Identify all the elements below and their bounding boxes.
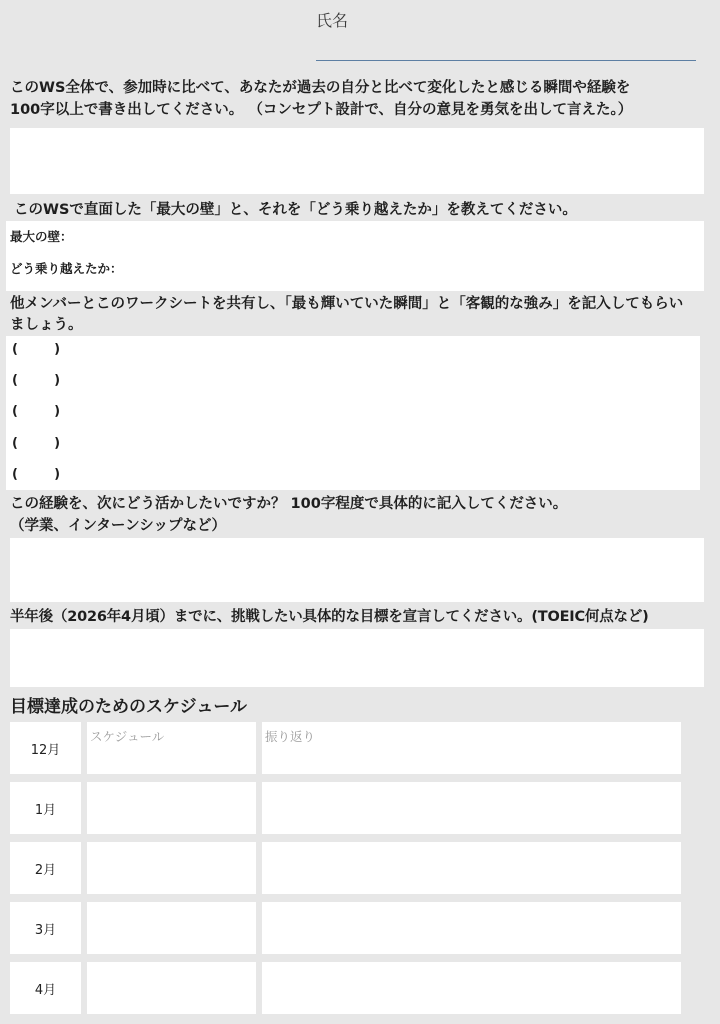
strength-entry[interactable]: ( ) xyxy=(12,404,61,419)
month-cell xyxy=(10,902,81,954)
reflection-cell[interactable] xyxy=(262,782,681,834)
question-1-answer-box[interactable] xyxy=(10,128,704,194)
name-input-line[interactable] xyxy=(316,60,696,61)
reflection-cell[interactable] xyxy=(262,842,681,894)
schedule-cell[interactable] xyxy=(87,902,256,954)
name-label: 氏名 xyxy=(316,11,349,30)
strength-entry[interactable]: ( ) xyxy=(12,342,61,357)
question-1-line-2: 100字以上で書き出してください。 （コンセプト設計で、自分の意見を勇気を出して言えた。） xyxy=(10,102,633,118)
wall-label: 最大の壁： xyxy=(10,229,73,244)
question-3-line-1: 他メンバーとこのワークシートを共有し、「最も輝いていた瞬間」と「客観的な強み」を記入してもらい xyxy=(10,296,684,312)
month-label: 3月 xyxy=(34,922,57,938)
schedule-cell[interactable] xyxy=(87,842,256,894)
question-4-line-2: （学業、インターンシップなど） xyxy=(10,518,226,534)
question-5-title: 半年後（2026年4月頃）までに、挑戦したい具体的な目標を宣言してください。(TOEIC何点など) xyxy=(10,609,649,625)
question-1-line-1: このWS全体で、参加時に比べて、あなたが過去の自分と比べて変化したと感じる瞬間や経験を xyxy=(10,80,631,96)
strength-entry[interactable]: ( ) xyxy=(12,467,61,482)
schedule-placeholder: スケジュール xyxy=(90,729,165,744)
question-5-answer-box[interactable] xyxy=(10,629,704,687)
question-4-answer-box[interactable] xyxy=(10,538,704,602)
reflection-cell[interactable] xyxy=(262,902,681,954)
month-cell xyxy=(10,842,81,894)
question-4-line-1: この経験を、次にどう活かしたいですか？ 100字程度で具体的に記入してください。 xyxy=(10,496,568,512)
question-2-answer-box[interactable] xyxy=(6,221,704,291)
schedule-cell[interactable] xyxy=(87,962,256,1014)
strength-entry[interactable]: ( ) xyxy=(12,436,61,451)
schedule-cell[interactable] xyxy=(87,722,256,774)
schedule-cell[interactable] xyxy=(87,782,256,834)
month-cell xyxy=(10,782,81,834)
schedule-title: 目標達成のためのスケジュール xyxy=(10,697,247,717)
month-cell xyxy=(10,722,81,774)
strength-entry[interactable]: ( ) xyxy=(12,373,61,388)
question-3-answer-box[interactable] xyxy=(6,336,700,490)
question-2-title: このWSで直面した「最大の壁」と、それを「どう乗り越えたか」を教えてください。 xyxy=(14,202,577,218)
question-3-line-2: ましょう。 xyxy=(10,317,83,333)
month-label: 4月 xyxy=(34,982,57,998)
reflection-cell[interactable] xyxy=(262,962,681,1014)
month-label: 1月 xyxy=(34,802,57,818)
month-label: 12月 xyxy=(30,742,61,758)
reflection-placeholder: 振り返り xyxy=(265,729,316,744)
month-cell xyxy=(10,962,81,1014)
overcome-label: どう乗り越えたか： xyxy=(10,261,123,276)
month-label: 2月 xyxy=(34,862,57,878)
reflection-cell[interactable] xyxy=(262,722,681,774)
